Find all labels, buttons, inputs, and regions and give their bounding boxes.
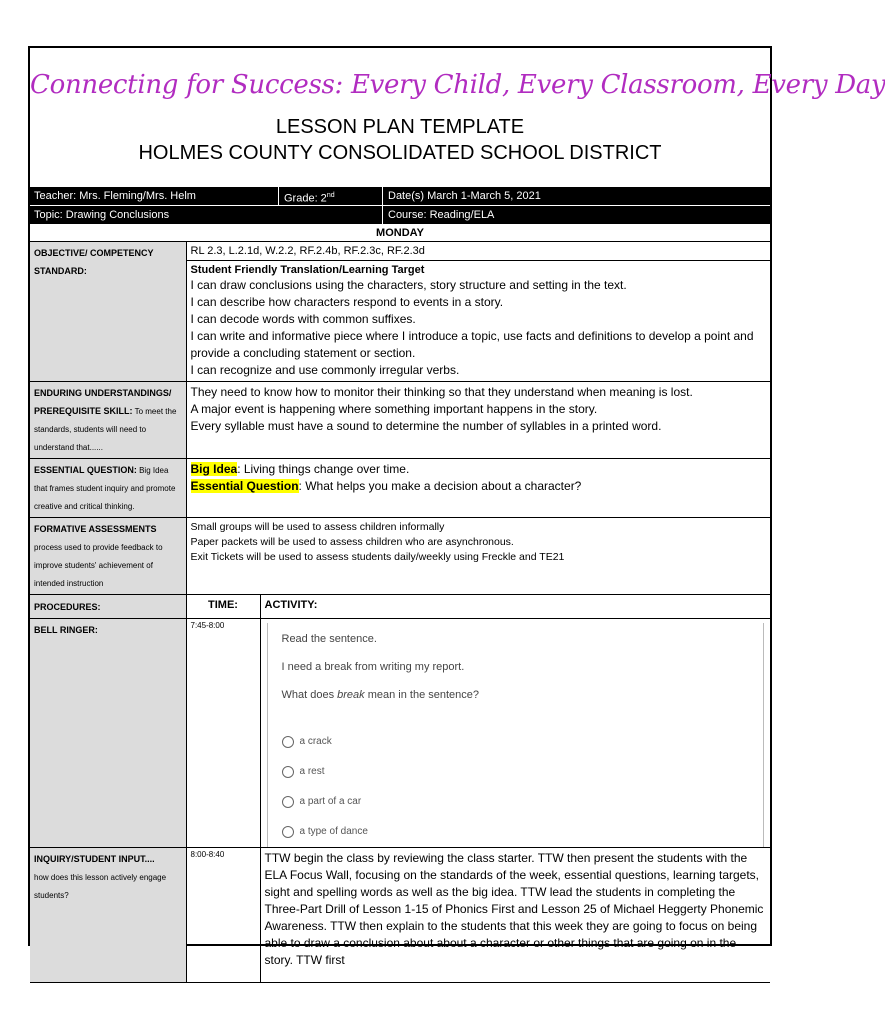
time-header: TIME: xyxy=(186,595,260,619)
lesson-dates: Date(s) March 1-March 5, 2021 xyxy=(388,190,541,202)
formative-row xyxy=(30,518,770,595)
inquiry-row xyxy=(30,848,770,983)
topic-row xyxy=(30,206,770,225)
formative-label: FORMATIVE ASSESSMENTS process used to provide feedback to improve students' achievement of intended instruction xyxy=(30,518,186,595)
inquiry-activity: TTW begin the class by reviewing the class starter. TTW then present the students with the ELA Focus Wall, focusing on the standards of the week, essential questions, learning targets, sight and spelling words as well as the big idea. TTW lead the students in completing the Three-Part Drill of Lesson 1-15 of Phonics First and Lesson 25 of Michael Heggerty Phonemic Awareness. TTW then explain to the students that this week they are going to focus on being able to draw a conclusion about about a character or other things that are going on in the story. TTW first xyxy=(260,848,770,983)
target-item: I can draw conclusions using the characters, story structure and setting in the text. xyxy=(190,278,627,292)
answer-option[interactable]: a part of a car xyxy=(282,793,764,810)
formative-content: Small groups will be used to assess children informally Paper packets will be used to assess children who are asynchronous. Exit Tickets will be used to assess students daily/weekly using Freckle and TE21 xyxy=(186,518,770,595)
course-name: Course: Reading/ELA xyxy=(388,209,495,221)
radio-button-icon[interactable] xyxy=(282,796,294,808)
district-name: HOLMES COUNTY CONSOLIDATED SCHOOL DISTRICT xyxy=(138,142,662,164)
radio-button-icon[interactable] xyxy=(282,736,294,748)
standards-row xyxy=(30,242,770,261)
activity-header: ACTIVITY: xyxy=(260,595,770,619)
essential-content: Big Idea: Living things change over time. Essential Question: What helps you make a decision about a character? xyxy=(186,459,770,518)
answer-option[interactable]: a rest xyxy=(282,763,764,780)
target-item: I can describe how characters respond to events in a story. xyxy=(190,295,504,309)
essential-label: ESSENTIAL QUESTION: Big Idea that frames student inquiry and promote creative and critical thinking. xyxy=(30,459,186,518)
bell-ringer-question: Read the sentence. I need a break from writing my report. What does break mean in the sentence? a crack a rest a part of a car a type of dance xyxy=(267,623,765,847)
enduring-content: They need to know how to monitor their thinking so that they understand when meaning is lost. A major event is happening where something important happens in the story. Every syllable must have a sound to determine the number of syllables in a printed word. xyxy=(186,382,770,459)
procedures-header-row xyxy=(30,595,770,619)
learning-targets xyxy=(186,261,770,382)
document-header xyxy=(30,48,885,187)
lesson-plan-page xyxy=(28,46,885,967)
answer-option[interactable]: a crack xyxy=(282,733,764,750)
objective-label: OBJECTIVE/ COMPETENCY STANDARD: xyxy=(30,242,186,382)
day-heading: MONDAY xyxy=(30,225,770,242)
radio-button-icon[interactable] xyxy=(282,826,294,838)
inquiry-label: INQUIRY/STUDENT INPUT.... how does this lesson actively engage students? xyxy=(30,848,186,983)
slogan: Connecting for Success: Every Child, Every Classroom, Every Day xyxy=(30,70,885,100)
standards-list: RL 2.3, L.2.1d, W.2.2, RF.2.4b, RF.2.3c, RF.2.3d xyxy=(186,242,770,261)
bell-ringer-time: 7:45-8:00 xyxy=(186,619,260,848)
essential-question-highlight: Essential Question xyxy=(190,479,299,493)
bell-ringer-activity xyxy=(260,619,770,848)
big-idea-highlight: Big Idea xyxy=(190,462,238,476)
lesson-topic: Topic: Drawing Conclusions xyxy=(34,209,170,221)
document-title: LESSON PLAN TEMPLATE xyxy=(275,116,525,138)
lesson-table xyxy=(30,242,770,983)
bell-ringer-label: BELL RINGER: xyxy=(30,619,186,848)
enduring-label: ENDURING UNDERSTANDINGS/ PREREQUISITE SKILL: To meet the standards, students will need to understand that...... xyxy=(30,382,186,459)
procedures-label: PROCEDURES: xyxy=(30,595,186,619)
teacher-info-row xyxy=(30,187,770,206)
teacher-name: Teacher: Mrs. Fleming/Mrs. Helm xyxy=(34,190,196,202)
enduring-row xyxy=(30,382,770,459)
target-item: I can decode words with common suffixes. xyxy=(190,312,416,326)
grade-level: Grade: 2nd xyxy=(284,192,335,205)
target-item: I can write and informative piece where I introduce a topic, use facts and definitions to develop a point and provide a concluding statement or section. xyxy=(190,329,754,360)
bell-ringer-row xyxy=(30,619,770,848)
target-item: I can recognize and use commonly irregular verbs. xyxy=(190,363,460,377)
essential-row xyxy=(30,459,770,518)
answer-option[interactable]: a type of dance xyxy=(282,823,764,840)
inquiry-time: 8:00-8:40 xyxy=(186,848,260,983)
learning-target-heading: Student Friendly Translation/Learning Target xyxy=(190,264,425,276)
radio-button-icon[interactable] xyxy=(282,766,294,778)
